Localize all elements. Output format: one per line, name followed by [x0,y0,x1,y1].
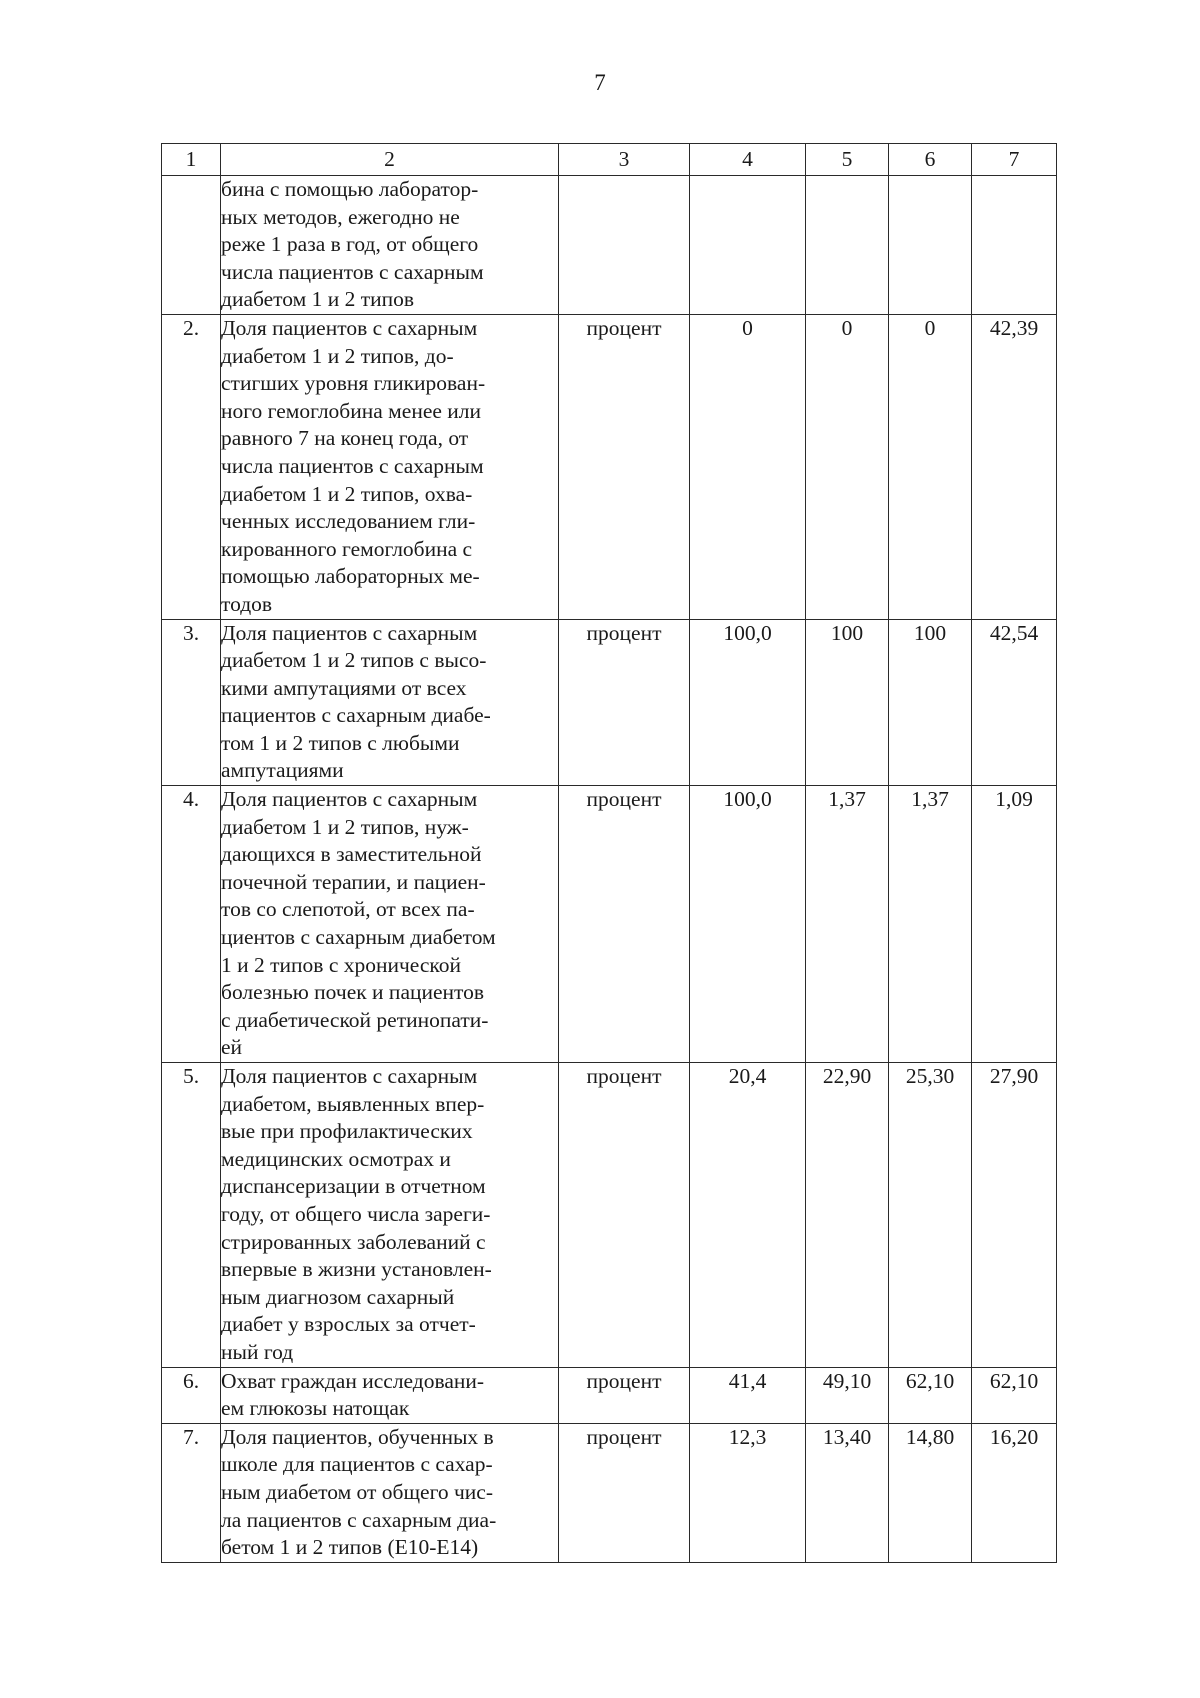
indicator-name-line: равного 7 на конец года, от [221,426,469,451]
unit-cell: процент [559,314,690,619]
value-col-6-cell: 0 [889,314,972,619]
header-col-7: 7 [972,144,1057,176]
indicator-name-line: ченных исследованием гли- [221,509,476,534]
indicator-name-line: бетом 1 и 2 типов (Е10-Е14) [221,1535,479,1560]
value-col-5-cell: 0 [806,314,889,619]
table-row [162,314,1057,619]
indicator-name-line: ей [221,1035,243,1060]
value-col-7-cell: 62,10 [972,1367,1057,1423]
indicator-name-line: ного гемоглобина менее или [221,398,482,423]
value-col-7-cell: 42,54 [972,619,1057,786]
indicator-name-cell [221,314,559,619]
unit-cell: процент [559,786,690,1063]
indicator-name-line: дающихся в заместительной [221,842,482,867]
indicator-name-line: медицинских осмотрах и [221,1146,451,1171]
header-col-3: 3 [559,144,690,176]
indicator-name-line: диспансеризации в отчетном [221,1174,486,1199]
indicator-name-line: диабетом 1 и 2 типов [221,287,415,312]
indicator-name-cell [221,1423,559,1562]
indicator-name-line: диабетом, выявленных впер- [221,1091,485,1116]
value-col-5-cell: 13,40 [806,1423,889,1562]
indicator-name-line: болезнью почек и пациентов [221,980,485,1005]
value-col-6-cell [889,176,972,315]
indicator-name-line: ла пациентов с сахарным диа- [221,1507,497,1532]
indicator-name-line: пациентов с сахарным диабе- [221,703,491,728]
value-col-6-cell: 14,80 [889,1423,972,1562]
indicator-name-line: Охват граждан исследовани- [221,1368,485,1393]
value-col-7-cell: 42,39 [972,314,1057,619]
indicator-name-line: диабетом 1 и 2 типов, охва- [221,481,473,506]
unit-cell: процент [559,1367,690,1423]
indicator-name-line: диабет у взрослых за отчет- [221,1312,476,1337]
indicator-name-line: Доля пациентов с сахарным [221,620,478,645]
row-number-cell [162,176,221,315]
value-col-5-cell [806,176,889,315]
header-col-2: 2 [221,144,559,176]
indicator-name-line: помощью лабораторных ме- [221,564,480,589]
value-col-4-cell: 41,4 [690,1367,806,1423]
value-col-7-cell: 1,09 [972,786,1057,1063]
header-col-1: 1 [162,144,221,176]
indicator-name-line: бина с помощью лаборатор- [221,177,479,201]
value-col-4-cell: 12,3 [690,1423,806,1562]
value-col-6-cell: 100 [889,619,972,786]
indicator-name-cell [221,1367,559,1423]
value-col-5-cell: 1,37 [806,786,889,1063]
table-row [162,176,1057,315]
indicator-name-line: кированного гемоглобина с [221,536,473,561]
value-col-6-cell: 62,10 [889,1367,972,1423]
indicator-name-line: числа пациентов с сахарным [221,259,484,284]
indicator-name-line: ный год [221,1339,294,1364]
indicator-name-line: тов со слепотой, от всех па- [221,897,475,922]
indicator-name-line: вые при профилактических [221,1119,473,1144]
table-header-row [162,144,1057,176]
indicator-name-cell [221,1063,559,1368]
row-number-cell: 7. [162,1423,221,1562]
value-col-6-cell: 25,30 [889,1063,972,1368]
value-col-5-cell: 49,10 [806,1367,889,1423]
indicator-name-line: школе для пациентов с сахар- [221,1452,493,1477]
indicator-name-line: диабетом 1 и 2 типов, до- [221,343,454,368]
indicator-name-line: впервые в жизни установлен- [221,1257,492,1282]
indicator-name-line: ампутациями [221,758,344,783]
value-col-4-cell: 100,0 [690,786,806,1063]
indicator-name-line: циентов с сахарным диабетом [221,925,496,950]
value-col-4-cell: 20,4 [690,1063,806,1368]
indicator-name-line: том 1 и 2 типов с любыми [221,730,460,755]
indicator-name-cell [221,176,559,315]
page-number: 7 [594,70,606,95]
indicator-name-line: ных методов, ежегодно не [221,204,460,229]
value-col-6-cell: 1,37 [889,786,972,1063]
row-number-cell: 5. [162,1063,221,1368]
indicator-name-line: 1 и 2 типов с хронической [221,952,462,977]
indicator-name-line: диабетом 1 и 2 типов с высо- [221,648,487,673]
unit-cell: процент [559,1063,690,1368]
unit-cell [559,176,690,315]
indicator-name-line: реже 1 раза в год, от общего [221,232,479,257]
header-col-4: 4 [690,144,806,176]
value-col-7-cell: 16,20 [972,1423,1057,1562]
row-number-cell: 3. [162,619,221,786]
indicator-name-line: стрированных заболеваний с [221,1229,486,1254]
value-col-5-cell: 22,90 [806,1063,889,1368]
indicators-table [161,143,1057,1563]
indicator-name-line: ным диагнозом сахарный [221,1284,455,1309]
row-number-cell: 4. [162,786,221,1063]
table-row [162,619,1057,786]
indicator-name-line: Доля пациентов с сахарным [221,787,478,812]
row-number-cell: 2. [162,314,221,619]
indicator-name-line: почечной терапии, и пациен- [221,869,486,894]
indicator-name-line: числа пациентов с сахарным [221,453,484,478]
table-row [162,1063,1057,1368]
indicator-name-line: ным диабетом от общего чис- [221,1479,494,1504]
unit-cell: процент [559,1423,690,1562]
indicator-name-line: с диабетической ретинопати- [221,1007,489,1032]
header-col-5: 5 [806,144,889,176]
table-row [162,786,1057,1063]
value-col-5-cell: 100 [806,619,889,786]
row-number-cell: 6. [162,1367,221,1423]
value-col-4-cell: 0 [690,314,806,619]
indicator-name-line: кими ампутациями от всех [221,675,467,700]
indicator-name-line: тодов [221,591,273,616]
value-col-7-cell: 27,90 [972,1063,1057,1368]
value-col-4-cell [690,176,806,315]
table-row [162,1367,1057,1423]
value-col-4-cell: 100,0 [690,619,806,786]
table-row [162,1423,1057,1562]
indicator-name-line: году, от общего числа зареги- [221,1201,491,1226]
indicator-name-line: диабетом 1 и 2 типов, нуж- [221,814,469,839]
indicator-name-cell [221,786,559,1063]
value-col-7-cell [972,176,1057,315]
indicator-name-line: Доля пациентов с сахарным [221,315,478,340]
table-body [162,176,1057,1563]
unit-cell: процент [559,619,690,786]
indicator-name-cell [221,619,559,786]
indicator-name-line: Доля пациентов, обученных в [221,1424,494,1449]
indicator-name-line: Доля пациентов с сахарным [221,1064,478,1088]
indicator-name-line: стигших уровня гликирован- [221,371,486,396]
indicator-name-line: ем глюкозы натощак [221,1396,410,1421]
header-col-6: 6 [889,144,972,176]
